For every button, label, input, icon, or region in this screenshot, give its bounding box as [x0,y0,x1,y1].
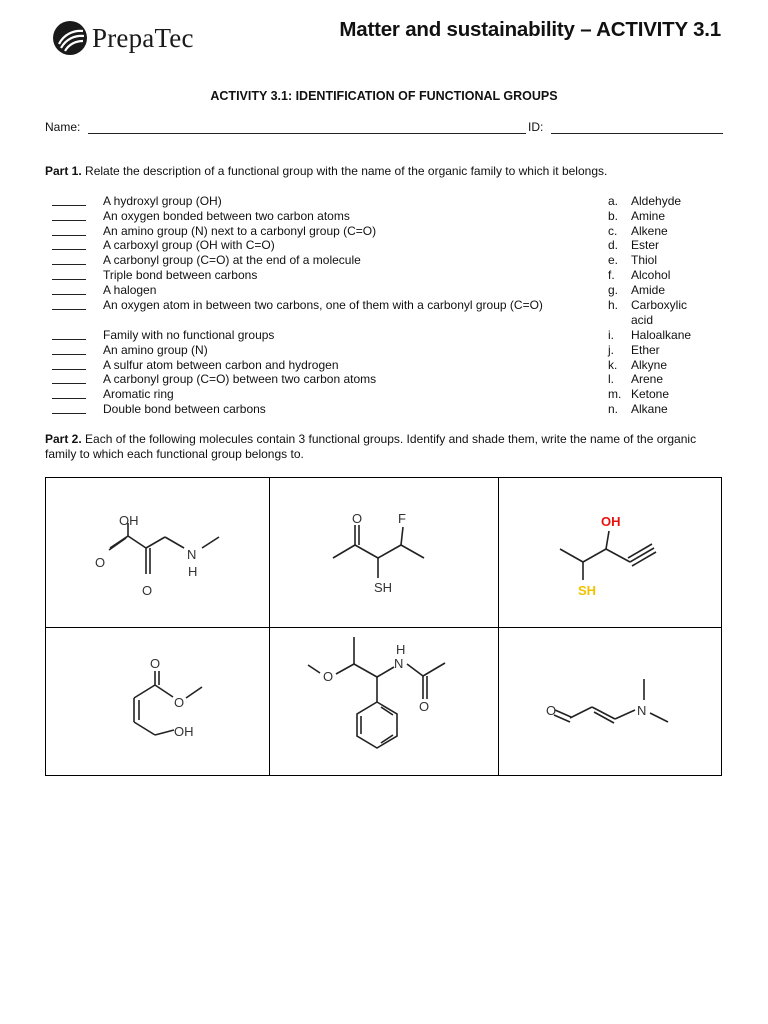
answer-blank[interactable] [52,327,86,340]
description-item: Aromatic ring [103,387,174,401]
part1-instruction [45,164,607,178]
answer-blank[interactable] [52,237,86,250]
mol1-n-label: N [187,547,197,562]
answer-blank[interactable] [52,223,86,236]
answer-blank[interactable] [52,371,86,384]
id-blank-line[interactable] [551,121,723,134]
description-item: An amino group (N) next to a carbonyl group (C=O) [103,224,377,238]
family-name: Amide [631,283,666,297]
activity-heading: ACTIVITY 3.1: IDENTIFICATION OF FUNCTIONAL GROUPS [210,89,558,103]
mol4-o2-label: O [174,695,185,710]
family-name: Alkyne [631,358,668,372]
family-letter: i. [608,328,614,342]
description-item: An oxygen atom in between two carbons, one of them with a carbonyl group (C=O) [103,298,543,312]
name-field[interactable] [45,120,526,134]
description-item: A hydroxyl group (OH) [103,194,222,208]
family-name: acid [631,313,654,327]
answer-blank[interactable] [52,267,86,280]
mol5-h-label: H [396,642,406,657]
family-letter: j. [608,343,614,357]
molecule-2[interactable] [333,511,424,595]
family-letter: l. [608,372,614,386]
description-item: A sulfur atom between carbon and hydrogen [103,358,339,372]
molecule-3[interactable] [560,514,656,598]
document-title: Matter and sustainability – ACTIVITY 3.1 [339,18,721,41]
part1-label: Part 1. [45,164,82,178]
family-letter: g. [608,283,619,297]
molecule-5[interactable] [308,637,445,748]
description-item: A carbonyl group (C=O) between two carbon atoms [103,372,377,386]
answer-blank[interactable] [52,357,86,370]
answer-blank[interactable] [52,401,86,414]
mol5-n-label: N [394,656,404,671]
family-letter: h. [608,298,619,312]
id-field[interactable] [528,120,723,134]
family-name: Haloalkane [631,328,692,342]
family-name: Ketone [631,387,670,401]
family-name: Amine [631,209,666,223]
mol1-o2-label: O [142,583,153,598]
mol4-oh-label: OH [174,724,194,739]
mol6-o-label: O [546,703,557,718]
mol5-o1-label: O [323,669,334,684]
answer-blank[interactable] [52,386,86,399]
logo-text: PrepaTec [92,22,194,53]
part1-text: Relate the description of a functional group with the name of the organic family to which it belongs. [85,164,608,178]
part2-label: Part 2. [45,432,82,446]
name-blank-line[interactable] [88,121,526,134]
description-item: A carboxyl group (OH with C=O) [103,238,275,252]
description-item: Triple bond between carbons [103,268,258,282]
mol2-sh-label: SH [374,580,393,595]
mol1-oh-label: OH [119,513,139,528]
family-name: Alkane [631,402,668,416]
description-item: A carbonyl group (C=O) at the end of a molecule [103,253,361,267]
family-name: Ether [631,343,660,357]
family-name: Thiol [631,253,658,267]
answer-blank[interactable] [52,342,86,355]
name-label: Name: [45,120,81,134]
family-name: Carboxylic [631,298,688,312]
description-item: An amino group (N) [103,343,208,357]
molecule-grid [45,477,722,776]
description-item: Family with no functional groups [103,328,275,342]
answer-blank[interactable] [52,297,86,310]
part2-instruction [45,432,725,462]
family-letter: f. [608,268,615,282]
family-name: Arene [631,372,664,386]
mol3-oh-label: OH [601,514,621,529]
family-letter: e. [608,253,619,267]
answer-blank[interactable] [52,193,86,206]
family-letter: d. [608,238,619,252]
family-name: Ester [631,238,660,252]
answer-blank[interactable] [52,208,86,221]
molecule-structures [46,478,721,775]
family-letter: n. [608,402,619,416]
part2-text: Each of the following molecules contain 3 functional groups. Identify and shade them, write the name of the organic family to which each functional group belongs to. [45,432,697,461]
description-item: Double bond between carbons [103,402,266,416]
molecule-1[interactable] [95,513,219,598]
family-letter: b. [608,209,619,223]
mol6-n-label: N [637,703,647,718]
mol2-f-label: F [398,511,406,526]
mol1-h-label: H [188,564,198,579]
family-name: Alcohol [631,268,671,282]
prepatec-logo [52,20,194,56]
mol5-o2-label: O [419,699,430,714]
family-letter: a. [608,194,619,208]
mol2-o-label: O [352,511,363,526]
family-letter: c. [608,224,618,238]
family-letter: m. [608,387,622,401]
molecule-6[interactable] [546,679,668,723]
molecule-4[interactable] [134,656,202,739]
family-name: Aldehyde [631,194,682,208]
answer-blank[interactable] [52,282,86,295]
answer-blank[interactable] [52,252,86,265]
prepatec-emblem-icon [52,20,88,56]
mol1-o1-label: O [95,555,106,570]
description-item: A halogen [103,283,157,297]
mol3-sh-label: SH [578,583,597,598]
mol4-o1-label: O [150,656,161,671]
id-label: ID: [528,120,544,134]
family-name: Alkene [631,224,668,238]
family-letter: k. [608,358,618,372]
description-item: An oxygen bonded between two carbon atoms [103,209,350,223]
